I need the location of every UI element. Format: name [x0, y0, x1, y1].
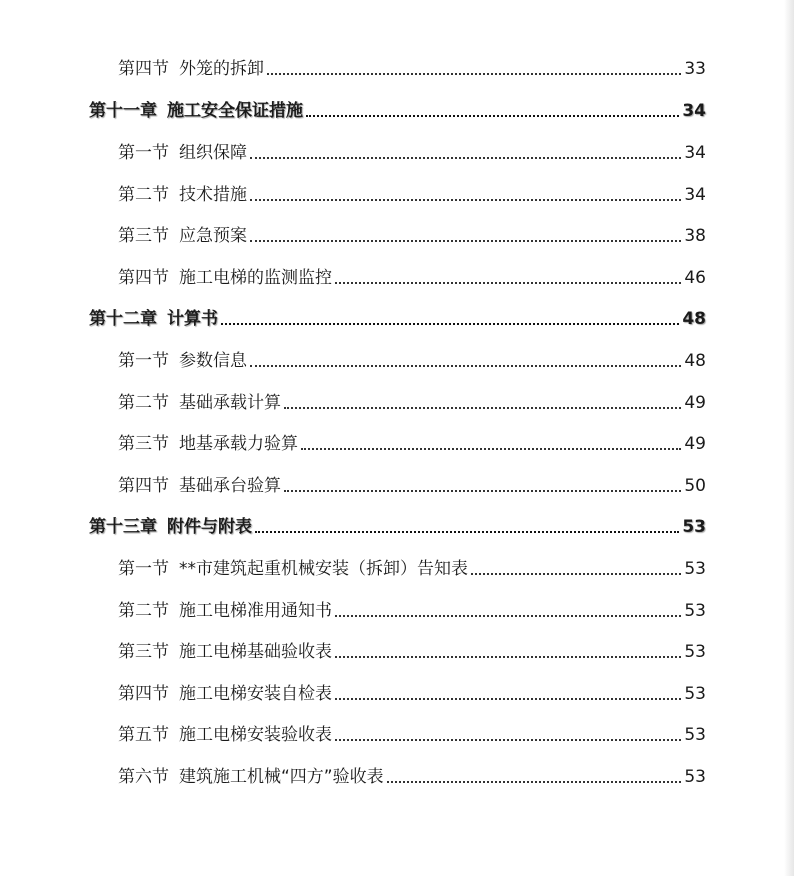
toc-entry[interactable]	[118, 681, 706, 707]
toc-entry[interactable]	[118, 223, 706, 249]
toc-entry-title: 施工电梯基础验收表	[179, 642, 332, 662]
toc-entry-page: 46	[684, 268, 706, 288]
toc-entry-label	[89, 98, 303, 124]
dot-leader	[267, 73, 681, 75]
toc-entry-label	[118, 722, 332, 748]
toc-entry-label	[118, 764, 384, 790]
toc-entry-title: 基础承台验算	[179, 476, 281, 496]
toc-entry-page: 34	[684, 143, 706, 163]
toc-entry-number: 第四节	[118, 268, 169, 288]
toc-entry-title: 地基承载力验算	[179, 434, 298, 454]
toc-entry[interactable]	[118, 598, 706, 624]
toc-entry-label	[118, 56, 264, 82]
toc-entry-number: 第十二章	[89, 309, 157, 329]
dot-leader	[335, 656, 681, 658]
toc-entry-page: 34	[682, 101, 706, 121]
toc-entry-label	[118, 598, 332, 624]
dot-leader	[335, 698, 681, 700]
toc-entry-page: 38	[684, 226, 706, 246]
toc-entry[interactable]	[118, 722, 706, 748]
toc-entry-number: 第三节	[118, 434, 169, 454]
toc-entry-page: 53	[682, 517, 706, 537]
toc-entry[interactable]	[118, 556, 706, 582]
toc-chapter[interactable]	[89, 306, 706, 332]
toc-entry-number: 第一节	[118, 143, 169, 163]
toc-entry-page: 53	[684, 601, 706, 621]
dot-leader	[284, 407, 681, 409]
toc-entry-label	[118, 223, 247, 249]
toc-entry-title: 建筑施工机械“四方”验收表	[179, 767, 384, 787]
toc-entry-page: 50	[684, 476, 706, 496]
dot-leader	[250, 199, 681, 201]
toc-entry-label	[118, 473, 281, 499]
dot-leader	[387, 781, 682, 783]
toc-entry-label	[89, 306, 218, 332]
toc-entry-page: 34	[684, 185, 706, 205]
toc-entry-number: 第四节	[118, 476, 169, 496]
toc-entry-number: 第六节	[118, 767, 169, 787]
dot-leader	[250, 157, 681, 159]
toc-entry-label	[118, 556, 468, 582]
toc-entry-page: 48	[684, 351, 706, 371]
dot-leader	[221, 323, 679, 325]
toc-entry-title: 附件与附表	[167, 517, 252, 537]
toc-entry-number: 第二节	[118, 601, 169, 621]
toc-entry[interactable]	[118, 639, 706, 665]
toc-entry-number: 第四节	[118, 59, 169, 79]
toc-entry-title: 施工电梯的监测监控	[179, 268, 332, 288]
toc-entry-title: 施工电梯安装自检表	[179, 684, 332, 704]
toc-entry-title: 计算书	[167, 309, 218, 329]
toc-entry-page: 48	[682, 309, 706, 329]
toc-entry-page: 53	[684, 559, 706, 579]
toc-entry-title: 施工安全保证措施	[167, 101, 303, 121]
toc-chapter[interactable]	[89, 514, 706, 540]
toc-entry[interactable]	[118, 182, 706, 208]
toc-entry-page: 53	[684, 725, 706, 745]
dot-leader	[335, 615, 681, 617]
toc-entry-title: 基础承载计算	[179, 393, 281, 413]
toc-entry[interactable]	[118, 390, 706, 416]
toc-entry[interactable]	[118, 56, 706, 82]
toc-entry-number: 第二节	[118, 185, 169, 205]
toc-entry-title: 施工电梯安装验收表	[179, 725, 332, 745]
dot-leader	[255, 531, 679, 533]
toc-entry-title: **市建筑起重机械安装（拆卸）告知表	[179, 559, 468, 579]
toc-entry-label	[118, 681, 332, 707]
toc-entry-page: 53	[684, 642, 706, 662]
toc-entry-page: 49	[684, 434, 706, 454]
toc-entry-label	[118, 140, 247, 166]
toc-entry-label	[118, 390, 281, 416]
dot-leader	[301, 448, 681, 450]
toc-entry-number: 第四节	[118, 684, 169, 704]
toc-entry[interactable]	[118, 265, 706, 291]
toc-entry-title: 施工电梯准用通知书	[179, 601, 332, 621]
toc-entry[interactable]	[118, 140, 706, 166]
dot-leader	[250, 365, 681, 367]
toc-entry-title: 应急预案	[179, 226, 247, 246]
toc-entry[interactable]	[118, 764, 706, 790]
toc-entry-number: 第十一章	[89, 101, 157, 121]
dot-leader	[335, 282, 681, 284]
page-edge-shadow	[784, 0, 794, 876]
dot-leader	[335, 739, 681, 741]
dot-leader	[471, 573, 681, 575]
dot-leader	[306, 115, 679, 117]
toc-entry[interactable]	[118, 473, 706, 499]
toc-chapter[interactable]	[89, 98, 706, 124]
toc-entry-number: 第三节	[118, 642, 169, 662]
toc-entry-page: 33	[684, 59, 706, 79]
toc-entry-label	[118, 639, 332, 665]
toc-entry-label	[118, 348, 247, 374]
dot-leader	[250, 240, 681, 242]
toc-entry-page: 49	[684, 393, 706, 413]
toc-entry-number: 第五节	[118, 725, 169, 745]
toc-entry-label	[118, 265, 332, 291]
toc-entry-title: 技术措施	[179, 185, 247, 205]
toc-entry-label	[118, 431, 298, 457]
toc-entry-page: 53	[684, 684, 706, 704]
toc-entry[interactable]	[118, 348, 706, 374]
toc-entry-title: 组织保障	[179, 143, 247, 163]
toc-entry-label	[89, 514, 252, 540]
toc-entry-number: 第二节	[118, 393, 169, 413]
toc-entry-number: 第一节	[118, 351, 169, 371]
dot-leader	[284, 490, 681, 492]
toc-entry-number: 第三节	[118, 226, 169, 246]
toc-entry-title: 外笼的拆卸	[179, 59, 264, 79]
toc-entry-page: 53	[684, 767, 706, 787]
toc-entry[interactable]	[118, 431, 706, 457]
toc-entry-label	[118, 182, 247, 208]
toc-entry-number: 第一节	[118, 559, 169, 579]
toc-entry-title: 参数信息	[179, 351, 247, 371]
toc-entry-number: 第十三章	[89, 517, 157, 537]
